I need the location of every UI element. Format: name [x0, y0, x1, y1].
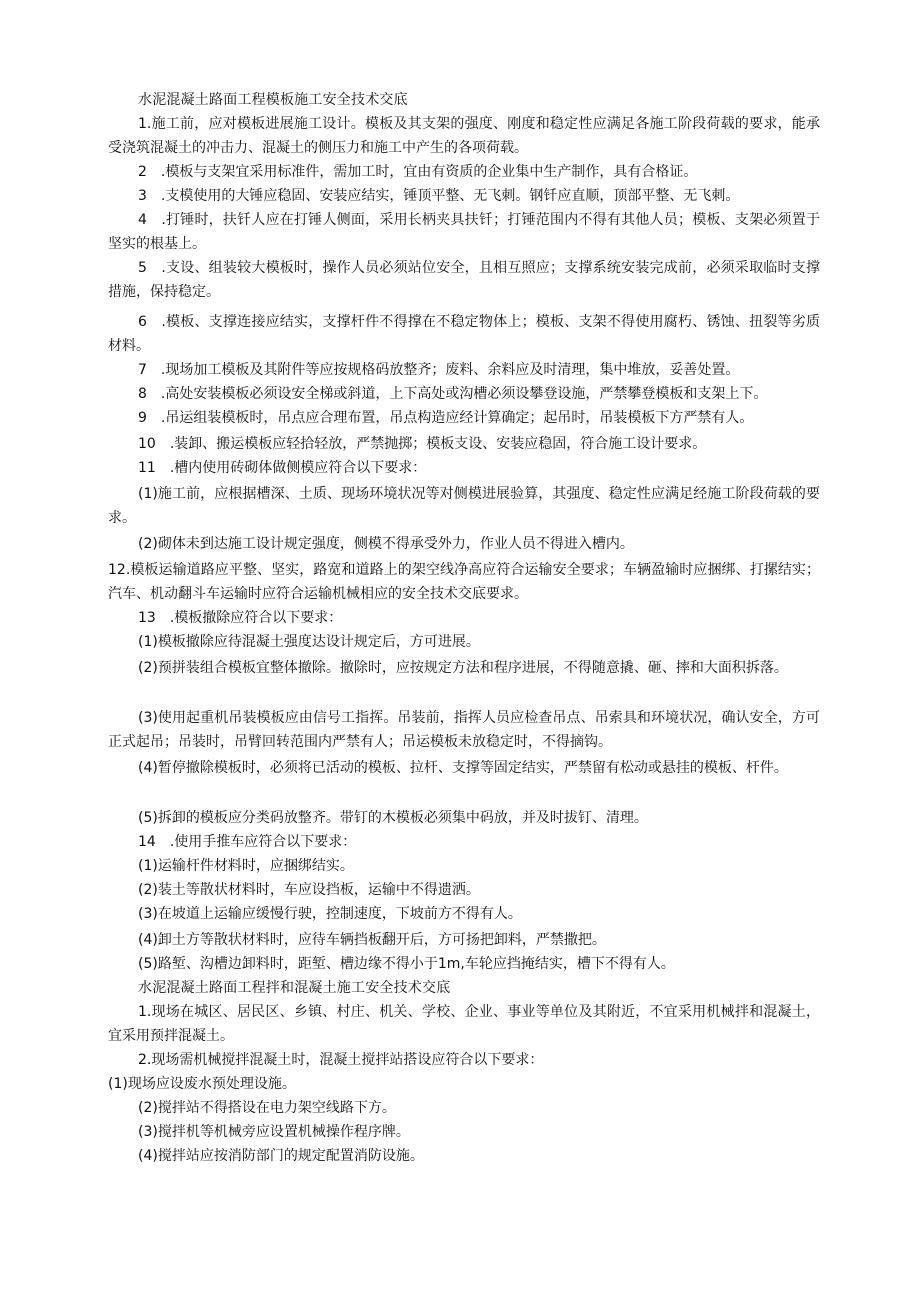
paragraph-subitem: (5)拆卸的模板应分类码放整齐。带钉的木模板必须集中码放，并及时拔钉、清理。 [138, 810, 648, 826]
paragraph-item-1: 1.现场在城区、居民区、乡镇、村庄、机关、学校、企业、事业等单位及其附近，不宜采用机械拌和混凝土，宜采用预拌混凝土。 [108, 1004, 820, 1044]
paragraph-item-11: 11 .槽内使用砖砌体做侧模应符合以下要求： [138, 460, 427, 476]
paragraph-subitem: (1)运输杆件材料时，应捆绑结实。 [138, 858, 354, 874]
paragraph-item-12: 12.模板运输道路应平整、坚实，路宽和道路上的架空线净高应符合运输安全要求；车辆盈输时应捆绑、打摞结实；汽车、机动翻斗车运输时应符合运输机械相应的安全技术交底要求。 [108, 562, 820, 602]
paragraph-subitem: (3)搅拌机等机械旁应设置机械操作程序牌。 [138, 1124, 410, 1140]
section-title: 水泥混凝土路面工程模板施工安全技术交底 [138, 92, 408, 108]
paragraph-item-9: 9 .吊运组装模板时，吊点应合理布置，吊点构造应经计算确定；起吊时，吊装模板下方严禁有人。 [138, 410, 754, 426]
paragraph-subitem: (4)暂停撤除模板时，必须将已活动的模板、拉杆、支撑等固定结实，严禁留有松动或悬挂的模板、杆件。 [138, 760, 788, 776]
paragraph-item-13: 13 .模板撤除应符合以下要求： [138, 610, 343, 626]
paragraph-subitem: (2)预拼装组合模板宜整体撤除。撤除时，应按规定方法和程序进展，不得随意撬、砸、摔和大面积拆落。 [138, 660, 788, 676]
paragraph-item-4: 4 .打锤时，扶钎人应在打锤人侧面，采用长柄夹具扶钎；打锤范围内不得有其他人员；模板、支架必须置于坚实的根基上。 [108, 212, 820, 252]
paragraph-item-3: 3 .支模使用的大锤应稳固、安装应结实，锤顶平整、无飞刺。钢钎应直顺，顶部平整、无飞刺。 [138, 188, 740, 204]
paragraph-item-10: 10 .装卸、搬运模板应轻拾轻放，严禁抛掷；模板支设、安装应稳固，符合施工设计要求。 [138, 436, 707, 452]
paragraph-item-5: 5 .支设、组装较大模板时，操作人员必须站位安全，且相互照应；支撑系统安装完成前，必须采取临时支撑措施，保持稳定。 [108, 260, 820, 300]
paragraph-subitem: (3)使用起重机吊装模板应由信号工指挥。吊装前，指挥人员应检查吊点、吊索具和环境状况，确认安全，方可正式起吊；吊装时，吊臂回转范围内严禁有人；吊运模板未放稳定时，不得摘钩。 [108, 710, 820, 750]
paragraph-subitem: (4)搅拌站应按消防部门的规定配置消防设施。 [138, 1148, 424, 1164]
paragraph-subitem: (2)装土等散状材料时，车应设挡板，运输中不得遗洒。 [138, 882, 480, 898]
paragraph-subitem: (3)在坡道上运输应缓慢行驶，控制速度，下坡前方不得有人。 [138, 906, 522, 922]
paragraph-subitem: (1)施工前，应根据槽深、土质、现场环境状况等对侧模进展验算，其强度、稳定性应满足经施工阶段荷载的要求。 [108, 486, 820, 526]
paragraph-subitem: (1)现场应设废水预处理设施。 [108, 1076, 296, 1092]
paragraph-item-1: 1.施工前，应对模板进展施工设计。模板及其支架的强度、刚度和稳定性应满足各施工阶段荷载的要求，能承受浇筑混凝土的冲击力、混凝土的侧压力和施工中产生的各项荷载。 [108, 116, 820, 156]
paragraph-item-7: 7 .现场加工模板及其附件等应按规格码放整齐；废料、余料应及时清理，集中堆放，妥善处置。 [138, 362, 740, 378]
paragraph-item-8: 8 .高处安装模板必须设安全梯或斜道，上下高处或沟槽必须设攀登设施，严禁攀登模板和支架上下。 [138, 386, 768, 402]
paragraph-subitem: (1)模板撤除应待混凝土强度达设计规定后，方可进展。 [138, 634, 480, 650]
paragraph-subitem: (2)砌体未到达施工设计规定强度，侧模不得承受外力，作业人员不得进入槽内。 [138, 536, 634, 552]
paragraph-item-6: 6 .模板、支撑连接应结实，支撑杆件不得撑在不稳定物体上；模板、支架不得使用腐朽、锈蚀、扭裂等劣质材料。 [108, 314, 820, 354]
paragraph-subitem: (4)卸土方等散状材料时，应待车辆挡板翻开后，方可扬把卸料，严禁撒把。 [138, 932, 606, 948]
paragraph-item-2: 2.现场需机械搅拌混凝土时，混凝土搅拌站搭设应符合以下要求： [138, 1052, 544, 1068]
paragraph-subitem: (5)路堑、沟槽边卸料时，距堑、槽边缘不得小于1m,车轮应挡掩结实，槽下不得有人。 [138, 956, 675, 972]
paragraph-item-14: 14 .使用手推车应符合以下要求： [138, 834, 357, 850]
paragraph-subitem: (2)搅拌站不得搭设在电力架空线路下方。 [138, 1100, 396, 1116]
paragraph-item-2: 2 .模板与支架宜采用标准件，需加工时，宜由有资质的企业集中生产制作，具有合格证。 [138, 164, 698, 180]
section-title: 水泥混凝土路面工程拌和混凝土施工安全技术交底 [138, 980, 451, 996]
